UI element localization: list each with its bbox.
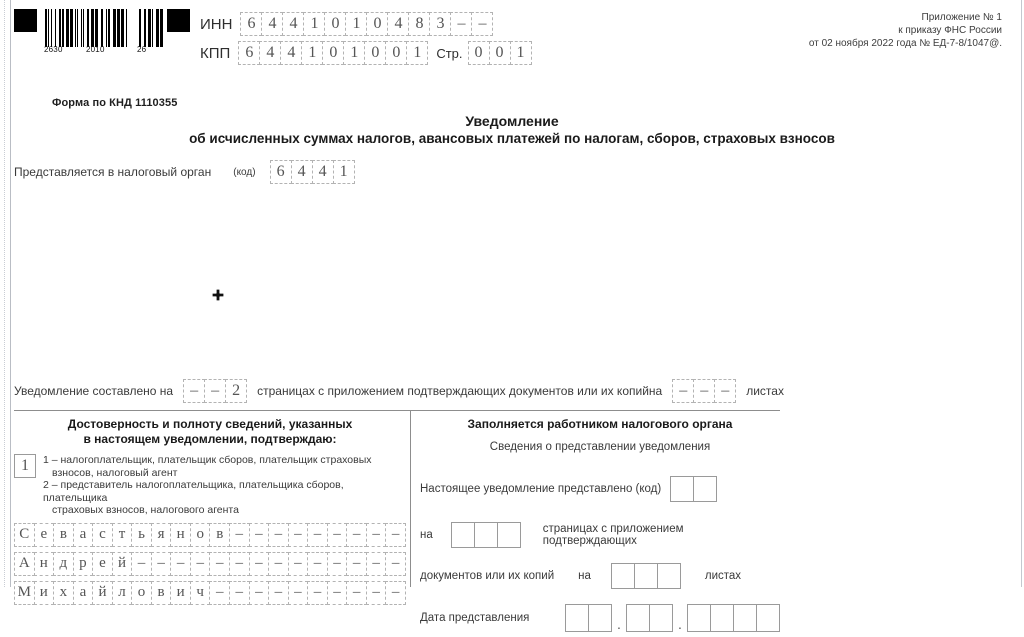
pages-count-middle: страницах с приложением подтверждающих документов или их копий <box>257 384 649 398</box>
form-cell[interactable] <box>670 476 694 502</box>
barcode <box>14 9 190 59</box>
submission-date-year-field[interactable] <box>687 604 780 632</box>
official-pages-tail: страницах с приложением подтверждающих <box>542 523 684 547</box>
tax-body-label: Представляется в налоговый орган <box>14 165 212 179</box>
official-use-panel <box>420 414 780 632</box>
form-cell[interactable]: – <box>209 581 230 605</box>
form-cell[interactable] <box>611 563 635 589</box>
form-cell[interactable]: – <box>249 523 270 547</box>
form-cell[interactable]: 2 <box>225 379 247 403</box>
sheets-count-tail: листах <box>746 384 784 398</box>
form-cell[interactable]: и <box>34 581 55 605</box>
form-cell[interactable]: – <box>346 581 367 605</box>
pages-count-field[interactable] <box>183 379 247 403</box>
pages-count-lead: Уведомление составлено на <box>14 384 174 398</box>
form-cell[interactable]: – <box>346 552 367 576</box>
surname-field[interactable] <box>14 523 406 547</box>
form-cell[interactable]: а <box>73 523 94 547</box>
form-cell[interactable]: 6 <box>240 12 262 36</box>
form-cell[interactable]: – <box>450 12 472 36</box>
barcode-numbers <box>42 45 172 57</box>
form-cell[interactable]: – <box>366 581 387 605</box>
form-cell[interactable]: – <box>190 552 211 576</box>
form-cell[interactable]: 1 <box>333 160 355 184</box>
official-pages-na-label: на <box>420 529 433 541</box>
form-cell[interactable]: с <box>92 523 113 547</box>
form-cell[interactable]: 1 <box>406 41 428 65</box>
form-cell[interactable]: в <box>53 523 74 547</box>
form-cell[interactable]: л <box>112 581 133 605</box>
pages-count-row <box>14 379 784 403</box>
form-cell[interactable]: – <box>229 581 250 605</box>
crosshair-cursor <box>210 288 226 304</box>
form-cell[interactable]: р <box>73 552 94 576</box>
form-cell[interactable]: – <box>183 379 205 403</box>
barcode-marker-left <box>14 9 37 32</box>
submission-date-month-field[interactable] <box>626 604 673 632</box>
form-cell[interactable]: – <box>385 581 406 605</box>
form-cell[interactable]: – <box>249 581 270 605</box>
page-number-field[interactable] <box>468 41 532 65</box>
official-use-subheading: Сведения о представлении уведомления <box>489 441 711 453</box>
form-cell[interactable]: 6 <box>270 160 292 184</box>
date-separator-2: . <box>678 616 682 632</box>
form-cell[interactable]: – <box>229 523 250 547</box>
knd-form-label: Форма по КНД 1110355 <box>52 97 178 109</box>
form-cell[interactable]: в <box>209 523 230 547</box>
form-cell[interactable]: – <box>327 552 348 576</box>
kpp-field[interactable] <box>238 41 428 65</box>
page-border-right <box>1021 0 1022 587</box>
tax-body-code-field[interactable] <box>270 160 355 184</box>
form-cell[interactable] <box>474 522 498 548</box>
panels-divider-horizontal <box>14 410 780 411</box>
left-margin-guide <box>4 0 5 587</box>
page-number-label: Стр. <box>436 45 463 61</box>
form-cell[interactable]: – <box>366 523 387 547</box>
form-cell[interactable]: и <box>170 581 191 605</box>
form-cell[interactable]: – <box>268 581 289 605</box>
form-cell[interactable]: – <box>229 552 250 576</box>
form-cell[interactable]: – <box>151 552 172 576</box>
form-cell[interactable]: 4 <box>312 160 334 184</box>
form-cell[interactable] <box>565 604 589 632</box>
confirmation-option-1-line-2: взносов, налоговый агент <box>52 466 178 479</box>
official-pages-field[interactable] <box>451 522 521 548</box>
form-cell[interactable]: 8 <box>408 12 430 36</box>
submission-date-label: Дата представления <box>420 612 530 624</box>
form-cell[interactable]: – <box>204 379 226 403</box>
form-cell[interactable]: д <box>53 552 74 576</box>
confirmation-code-field[interactable]: 1 <box>14 454 36 478</box>
form-cell[interactable]: 0 <box>385 41 407 65</box>
panels-divider-vertical <box>410 411 411 587</box>
form-cell[interactable]: А <box>14 552 35 576</box>
form-cell[interactable]: 4 <box>282 12 304 36</box>
form-cell[interactable]: е <box>92 552 113 576</box>
tax-body-code-hint: (код) <box>233 166 256 178</box>
confirmation-heading-line-1: Достоверность и полноту сведений, указанных <box>67 417 353 431</box>
form-cell[interactable]: – <box>170 552 191 576</box>
form-cell[interactable]: 0 <box>468 41 490 65</box>
confirmation-option-1-line-1: 1 – налогоплательщик, плательщик сборов, плательщик страховых <box>43 454 372 466</box>
form-cell[interactable]: й <box>92 581 113 605</box>
form-cell[interactable] <box>733 604 757 632</box>
kpp-label: КПП <box>200 44 231 62</box>
form-cell[interactable]: С <box>14 523 35 547</box>
confirmation-panel <box>14 414 406 610</box>
barcode-bars <box>45 9 163 47</box>
submission-code-label: Настоящее уведомление представлено (код) <box>420 483 662 495</box>
form-cell[interactable] <box>497 522 521 548</box>
form-cell[interactable]: о <box>190 523 211 547</box>
submission-code-field[interactable] <box>670 476 717 502</box>
date-separator-1: . <box>617 616 621 632</box>
official-docs-label: документов или их копий <box>420 570 555 582</box>
form-cell[interactable]: 1 <box>345 12 367 36</box>
barcode-number-2: 2010 <box>86 45 105 54</box>
form-cell[interactable]: 4 <box>291 160 313 184</box>
patronymic-field[interactable] <box>14 581 406 605</box>
page-subtitle: об исчисленных суммах налогов, авансовых платежей по налогам, сборов, страховых взносов <box>189 131 835 146</box>
sheets-count-na-label: на <box>648 384 663 398</box>
form-cell[interactable]: – <box>307 581 328 605</box>
appendix-note-line-2: к приказу ФНС России <box>898 25 1002 36</box>
form-cell[interactable] <box>756 604 780 632</box>
form-cell[interactable]: – <box>307 552 328 576</box>
form-cell[interactable]: а <box>73 581 94 605</box>
submission-date-row <box>420 604 780 632</box>
firstname-field[interactable] <box>14 552 406 576</box>
form-cell[interactable]: 1 <box>510 41 532 65</box>
form-cell[interactable] <box>588 604 612 632</box>
form-cell[interactable]: ь <box>131 523 152 547</box>
form-cell[interactable]: 1 <box>303 12 325 36</box>
inn-field[interactable] <box>240 12 493 36</box>
form-cell[interactable]: х <box>53 581 74 605</box>
submission-date-group <box>565 604 780 632</box>
official-docs-na-label: на <box>578 570 591 582</box>
form-cell[interactable]: – <box>327 581 348 605</box>
form-cell[interactable]: – <box>288 552 309 576</box>
appendix-note-line-3: от 02 ноября 2022 года № ЕД-7-8/1047@. <box>808 38 1002 49</box>
form-cell[interactable]: – <box>385 523 406 547</box>
form-cell[interactable]: 1 <box>301 41 323 65</box>
form-cell[interactable] <box>657 563 681 589</box>
form-cell[interactable] <box>626 604 650 632</box>
form-cell[interactable]: е <box>34 523 55 547</box>
form-cell[interactable]: – <box>672 379 694 403</box>
confirmation-heading <box>14 414 406 447</box>
barcode-number-1: 2630 <box>44 45 63 54</box>
form-cell[interactable]: – <box>249 552 270 576</box>
sheets-count-field[interactable] <box>672 379 736 403</box>
official-use-heading: Заполняется работником налогового органа <box>467 417 733 431</box>
form-cell[interactable]: 4 <box>387 12 409 36</box>
form-cell[interactable]: 0 <box>364 41 386 65</box>
form-cell[interactable]: – <box>307 523 328 547</box>
form-cell[interactable]: М <box>14 581 35 605</box>
inn-label: ИНН <box>200 15 233 33</box>
form-cell[interactable]: я <box>151 523 172 547</box>
form-cell[interactable]: 4 <box>259 41 281 65</box>
form-cell[interactable]: 4 <box>280 41 302 65</box>
appendix-note-line-1: Приложение № 1 <box>921 12 1002 23</box>
form-cell[interactable]: 6 <box>238 41 260 65</box>
form-cell[interactable] <box>710 604 734 632</box>
form-cell[interactable]: – <box>346 523 367 547</box>
form-cell[interactable] <box>451 522 475 548</box>
form-cell[interactable]: – <box>327 523 348 547</box>
form-cell[interactable]: 1 <box>343 41 365 65</box>
barcode-marker-right <box>167 9 190 32</box>
inn-row <box>200 12 493 36</box>
form-cell[interactable]: 0 <box>366 12 388 36</box>
official-docs-tail: листах <box>704 570 742 582</box>
submission-code-row <box>420 476 780 502</box>
barcode-number-3: 26 <box>137 45 147 54</box>
form-cell[interactable] <box>649 604 673 632</box>
form-cell[interactable] <box>687 604 711 632</box>
confirmation-heading-line-2: в настоящем уведомлении, подтверждаю: <box>83 432 337 446</box>
form-cell[interactable]: – <box>131 552 152 576</box>
confirmation-option-2-line-1: 2 – представитель налогоплательщика, плательщика сборов, плательщика <box>43 479 344 504</box>
form-cell[interactable]: о <box>131 581 152 605</box>
form-cell[interactable]: т <box>112 523 133 547</box>
appendix-note <box>672 11 1002 50</box>
form-cell[interactable]: – <box>693 379 715 403</box>
form-cell[interactable]: – <box>471 12 493 36</box>
form-cell[interactable]: в <box>151 581 172 605</box>
form-cell[interactable]: 0 <box>324 12 346 36</box>
form-cell[interactable]: й <box>112 552 133 576</box>
confirmation-option-2-line-2: страховых взносов, налогового агента <box>52 504 239 516</box>
form-cell[interactable] <box>634 563 658 589</box>
form-cell[interactable]: ч <box>190 581 211 605</box>
form-cell[interactable]: 0 <box>489 41 511 65</box>
official-docs-row <box>420 563 780 589</box>
kpp-row <box>200 41 532 65</box>
form-cell[interactable] <box>693 476 717 502</box>
form-cell[interactable]: 3 <box>429 12 451 36</box>
page-title: Уведомление <box>465 113 559 129</box>
form-cell[interactable]: – <box>714 379 736 403</box>
form-cell[interactable]: – <box>288 581 309 605</box>
form-cell[interactable]: 0 <box>322 41 344 65</box>
form-cell[interactable]: н <box>34 552 55 576</box>
submission-date-day-field[interactable] <box>565 604 612 632</box>
official-docs-field[interactable] <box>611 563 681 589</box>
form-cell[interactable]: – <box>268 552 289 576</box>
tax-body-row <box>14 160 355 184</box>
confirmation-code-block <box>14 454 406 517</box>
form-cell[interactable]: 4 <box>261 12 283 36</box>
form-cell[interactable]: – <box>268 523 289 547</box>
form-cell[interactable]: – <box>385 552 406 576</box>
confirmation-options <box>43 454 406 517</box>
official-pages-row <box>420 522 780 548</box>
form-cell[interactable]: – <box>209 552 230 576</box>
form-cell[interactable]: н <box>170 523 191 547</box>
page-border-left <box>10 0 11 587</box>
form-cell[interactable]: – <box>288 523 309 547</box>
form-cell[interactable]: – <box>366 552 387 576</box>
signer-name-fields <box>14 523 406 605</box>
